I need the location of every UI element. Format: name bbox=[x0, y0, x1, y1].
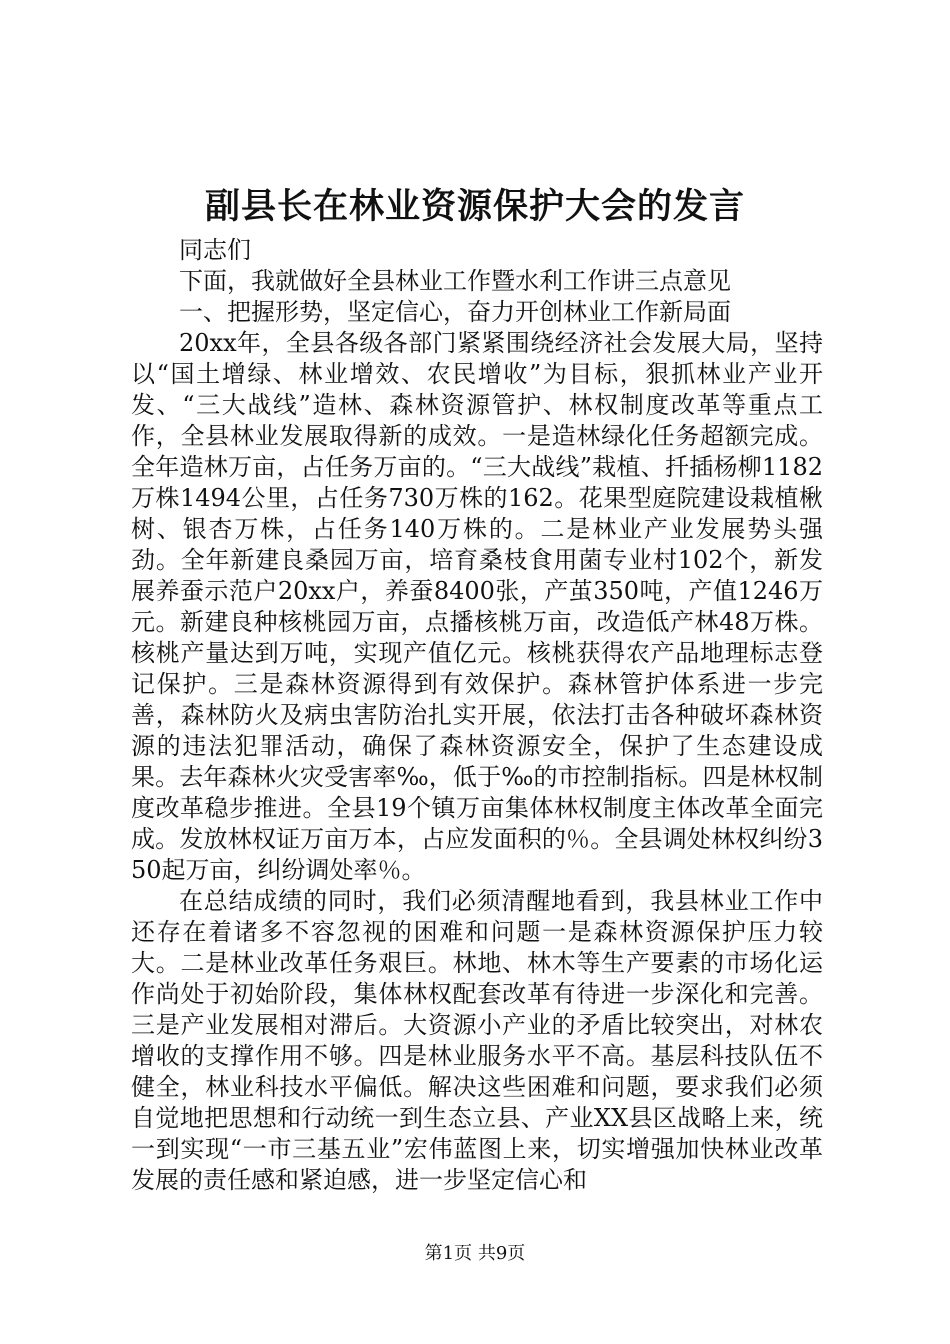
salutation-paragraph: 同志们 bbox=[179, 236, 251, 264]
section-heading-1: 一、把握形势，坚定信心，奋力开创林业工作新局面 bbox=[179, 298, 731, 326]
document-title: 副县长在林业资源保护大会的发言 bbox=[204, 186, 745, 227]
body-paragraph-problems: 在总结成绩的同时，我们必须清醒地看到，我县林业工作中还存在着诸多不容忽视的困难和问题一是森林资源保护压力较大。二是林业改革任务艰巨。林地、林木等生产要素的市场化运作尚处于初始阶段，集体林权配套改革有待进一步深化和完善。三是产业发展相对滞后。大资源小产业的矛盾比较突出，对林农增收的支撑作用不够。四是林业服务水平不高。基层科技队伍不健全，林业科技水平偏低。解决这些困难和问题，要求我们必须自觉地把思想和行动统一到生态立县、产业XX县区战略上来，统一到实现“一市三基五业”宏伟蓝图上来，切实增强加快林业改革发展的责任感和紧迫感，进一步坚定信心和 bbox=[131, 887, 823, 1194]
intro-paragraph: 下面，我就做好全县林业工作暨水利工作讲三点意见 bbox=[179, 267, 731, 295]
page-number-footer: 第1页 共9页 bbox=[424, 1243, 526, 1264]
body-paragraph-achievements: 20xx年，全县各级各部门紧紧围绕经济社会发展大局，坚持以“国土增绿、林业增效、农民增收”为目标，狠抓林业产业开发、“三大战线”造林、森林资源管护、林权制度改革等重点工作，全县林业发展取得新的成效。一是造林绿化任务超额完成。全年造林万亩，占任务万亩的。“三大战线”栽植、扦插杨柳1182万株1494公里，占任务730万株的162。花果型庭院建设栽植楸树、银杏万株，占任务140万株的。二是林业产业发展势头强劲。全年新建良桑园万亩，培育桑枝食用菌专业村102个，新发展养蚕示范户20xx户，养蚕8400张，产茧350吨，产值1246万元。新建良种核桃园万亩，点播核桃万亩，改造低产林48万株。核桃产量达到万吨，实现产值亿元。核桃获得农产品地理标志登记保护。三是森林资源得到有效保护。森林管护体系进一步完善，森林防火及病虫害防治扎实开展，依法打击各种破坏森林资源的违法犯罪活动，确保了森林资源安全，保护了生态建设成果。去年森林火灾受害率‰，低于‰的市控制指标。四是林权制度改革稳步推进。全县19个镇万亩集体林权制度主体改革全面完成。发放林权证万亩万本，占应发面积的％。全县调处林权纠纷350起万亩，纠纷调处率％。 bbox=[131, 329, 823, 884]
document-body bbox=[131, 235, 823, 1196]
